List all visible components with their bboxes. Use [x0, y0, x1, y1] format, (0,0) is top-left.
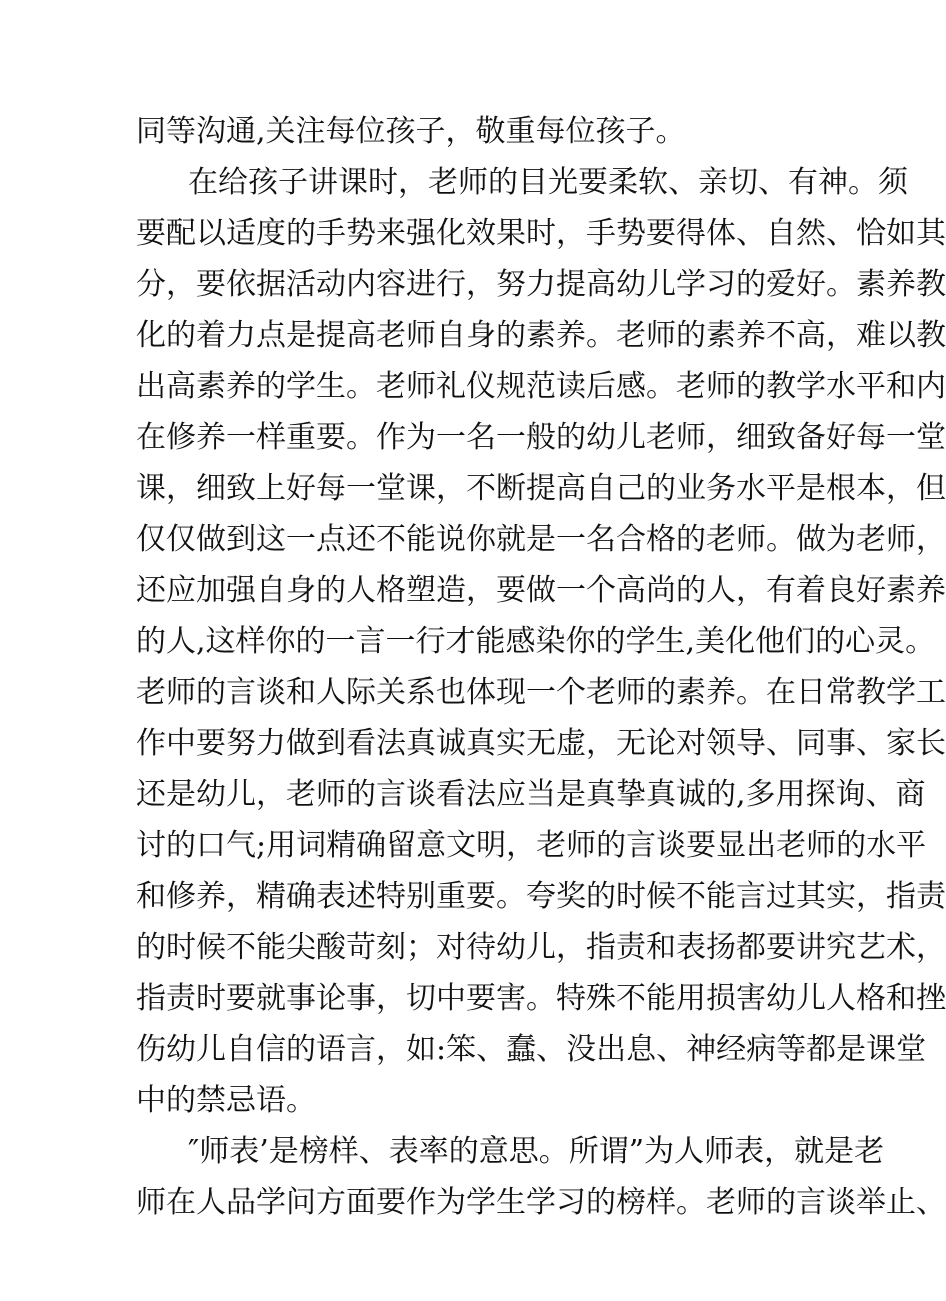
- text-line: 作中要努力做到看法真诚真实无虚，无论对领导、同事、家长: [136, 726, 946, 761]
- text-line: 分，要依据活动内容进行，努力提高幼儿学习的爱好。素养教: [136, 267, 946, 302]
- text-line: 的时候不能尖酸苛刻；对待幼儿，指责和表扬都要讲究艺术，: [136, 930, 946, 965]
- text-line: 中的禁忌语。: [136, 1083, 316, 1118]
- text-line: 师在人品学问方面要作为学生学习的榜样。老师的言谈举止、: [136, 1185, 946, 1220]
- text-line: 还是幼儿，老师的言谈看法应当是真挚真诚的,多用探询、商: [136, 777, 926, 812]
- text-line: 要配以适度的手势来强化效果时，手势要得体、自然、恰如其: [136, 216, 946, 251]
- text-line: 化的着力点是提高老师自身的素养。老师的素养不高，难以教: [136, 318, 946, 353]
- text-line: 在修养一样重要。作为一名一般的幼儿老师，细致备好每一堂: [136, 420, 946, 455]
- text-line: 出高素养的学生。老师礼仪规范读后感。老师的教学水平和内: [136, 369, 946, 404]
- text-line: 的人,这样你的一言一行才能感染你的学生,美化他们的心灵。: [136, 624, 936, 659]
- text-line: 还应加强自身的人格塑造，要做一个高尚的人，有着良好素养: [136, 573, 946, 608]
- paragraph-first-line: ″师表’是榜样、表率的意思。所谓”为人师表，就是老: [188, 1134, 885, 1169]
- text-line: 讨的口气;用词精确留意文明，老师的言谈要显出老师的水平: [136, 828, 927, 863]
- text-line: 同等沟通,关注每位孩子，敬重每位孩子。: [136, 114, 686, 149]
- text-line: 课，细致上好每一堂课，不断提高自己的业务水平是根本，但: [136, 471, 946, 506]
- paragraph-first-line: 在给孩子讲课时，老师的目光要柔软、亲切、有神。须: [188, 165, 908, 200]
- text-line: 老师的言谈和人际关系也体现一个老师的素养。在日常教学工: [136, 675, 946, 710]
- text-line: 伤幼儿自信的语言，如:笨、蠢、没出息、神经病等都是课堂: [136, 1032, 927, 1067]
- text-line: 仅仅做到这一点还不能说你就是一名合格的老师。做为老师，: [136, 522, 946, 557]
- text-line: 和修养，精确表述特别重要。夸奖的时候不能言过其实，指责: [136, 879, 946, 914]
- text-line: 指责时要就事论事，切中要害。特殊不能用损害幼儿人格和挫: [136, 981, 946, 1016]
